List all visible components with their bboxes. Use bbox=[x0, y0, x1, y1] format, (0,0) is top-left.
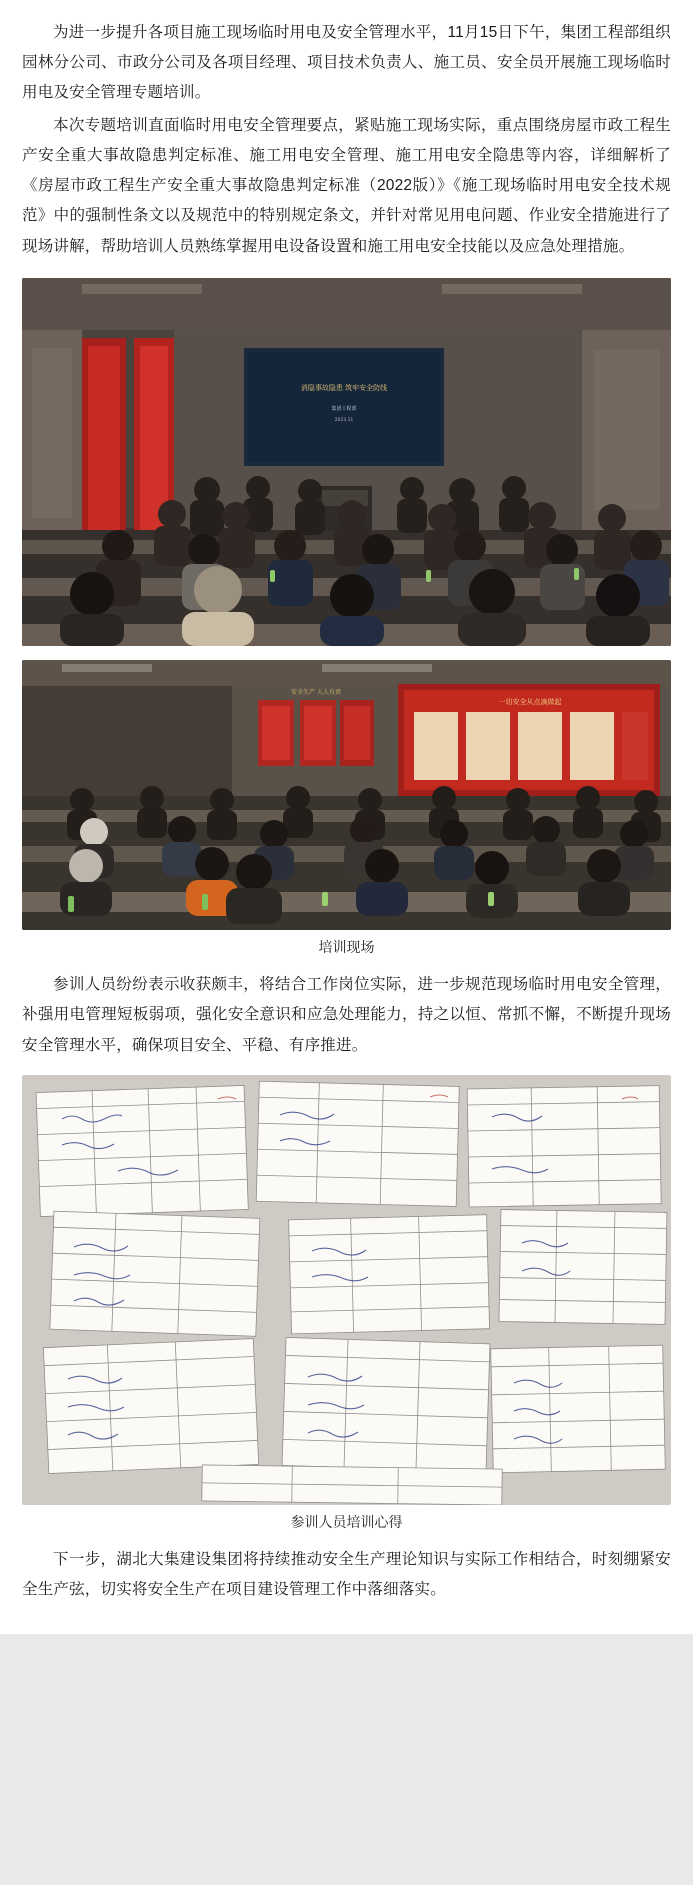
figure-trainee-notes bbox=[22, 1075, 671, 1533]
svg-text:集团工程部: 集团工程部 bbox=[331, 405, 357, 412]
svg-text:消隐事故隐患 筑牢安全防线: 消隐事故隐患 筑牢安全防线 bbox=[300, 383, 388, 392]
photo-trainee-notes bbox=[22, 1075, 671, 1505]
paragraph-3: 参训人员纷纷表示收获颇丰，将结合工作岗位实际，进一步规范现场临时用电安全管理，补强用电管理短板弱项，强化安全意识和应急处理能力，持之以恒、常抓不懈，不断提升现场安全管理水平，确保项目安全、平稳、有序推进。 bbox=[22, 976, 671, 1054]
paragraph-1: 为进一步提升各项目施工现场临时用电及安全管理水平，11月15日下午，集团工程部组织园林分公司、市政分公司及各项目经理、项目技术负责人、施工员、安全员开展施工现场临时用电及安全管理专题培训。 bbox=[22, 24, 671, 102]
svg-text:2023.11: 2023.11 bbox=[334, 417, 354, 423]
caption-trainee-notes: 参训人员培训心得 bbox=[290, 1513, 403, 1530]
caption-training-site: 培训现场 bbox=[318, 938, 375, 955]
photo-training-room-wide bbox=[22, 278, 671, 646]
photo-training-site bbox=[22, 660, 671, 930]
svg-text:安全生产 人人有责: 安全生产 人人有责 bbox=[291, 688, 341, 696]
paragraph-4: 下一步，湖北大集建设集团将持续推动安全生产理论知识与实际工作相结合，时刻绷紧安全生产弦，切实将安全生产在项目建设管理工作中落细落实。 bbox=[22, 1551, 671, 1599]
paragraph-2: 本次专题培训直面临时用电安全管理要点，紧贴施工现场实际，重点围绕房屋市政工程生产安全重大事故隐患判定标准、施工用电安全管理、施工用电安全隐患等内容，详细解析了《房屋市政工程生产安全重大事故隐患判定标准（2022版）》《施工现场临时用电安全技术规范》中的强制性条文以及规范中的特别规定条文，并针对常见用电问题、作业安全措施进行了现场讲解，帮助培训人员熟练掌握用电设备设置和施工用电安全技能以及应急处理措施。 bbox=[22, 116, 671, 255]
figure-training-room-wide bbox=[22, 278, 671, 646]
figure-training-site bbox=[22, 660, 671, 958]
svg-text:一切安全从点滴做起: 一切安全从点滴做起 bbox=[498, 697, 562, 706]
